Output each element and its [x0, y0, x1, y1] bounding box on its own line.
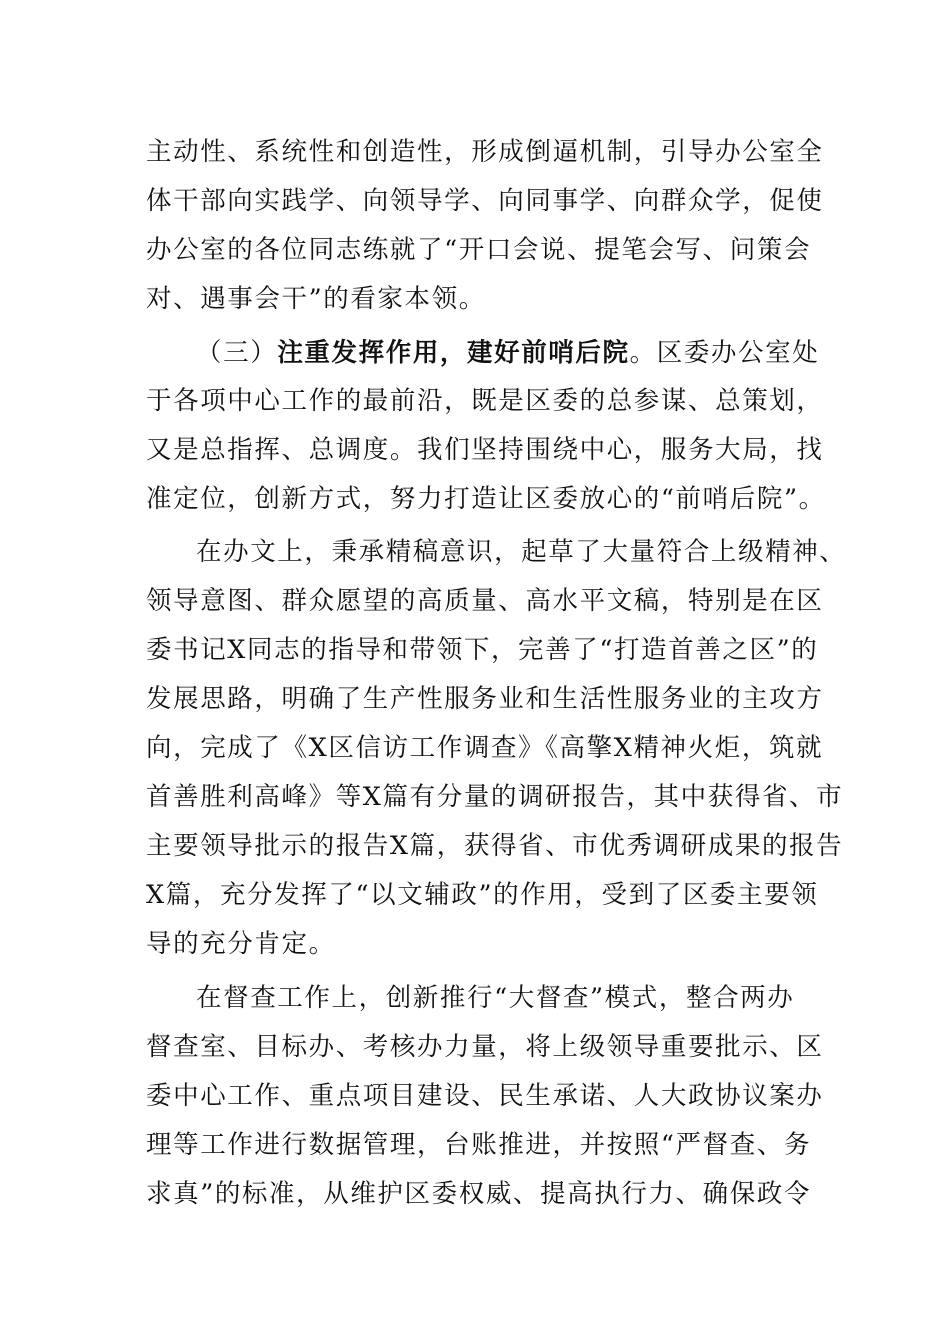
paragraph-3-line-9: 导的充分肯定。	[146, 929, 336, 959]
paragraph-3-line-4: 发展思路，明确了生产性服务业和生活性服务业的主攻方	[146, 684, 824, 714]
paragraph-3-line-7: 主要领导批示的报告X篇，获得省、市优秀调研成果的报告	[146, 831, 844, 861]
section-title: 注重发挥作用，建好前哨后院	[277, 338, 630, 368]
paragraph-1-line-3: 办公室的各位同志练就了“开口会说、提笔会写、问策会	[146, 235, 812, 265]
paragraph-2-line-2: 于各项中心工作的最前沿，既是区委的总参谋、总策划，	[146, 386, 824, 416]
paragraph-4-line-1: 在督查工作上，创新推行“大督查”模式，整合两办	[196, 983, 795, 1013]
paragraph-4-line-2: 督查室、目标办、考核办力量，将上级领导重要批示、区	[146, 1032, 824, 1062]
paragraph-3-line-8: X篇，充分发挥了“以文辅政”的作用，受到了区委主要领	[146, 880, 819, 910]
section-heading-rest: 。区委办公室处	[629, 338, 820, 368]
paragraph-4-line-5: 求真”的标准，从维护区委权威、提高执行力、确保政令	[146, 1179, 812, 1209]
section-number: （三）	[196, 338, 278, 368]
paragraph-3-line-1: 在办文上，秉承精稿意识，起草了大量符合上级精神、	[196, 537, 847, 567]
paragraph-1-line-1: 主动性、系统性和创造性，形成倒逼机制，引导办公室全	[146, 137, 824, 167]
paragraph-1-line-4: 对、遇事会干”的看家本领。	[146, 284, 486, 314]
paragraph-3-line-5: 向，完成了《X区信访工作调查》《高擎X精神火炬，筑就	[146, 733, 824, 763]
paragraph-3-line-3: 委书记X同志的指导和带领下，完善了“打造首善之区”的	[146, 635, 819, 665]
paragraph-2-line-4: 准定位，创新方式，努力打造让区委放心的“前哨后院”。	[146, 484, 826, 514]
paragraph-2-line-3: 又是总指挥、总调度。我们坚持围绕中心，服务大局，找	[146, 435, 824, 465]
paragraph-4-line-4: 理等工作进行数据管理，台账推进，并按照“严督查、务	[146, 1130, 812, 1160]
paragraph-3-line-6: 首善胜利高峰》等X篇有分量的调研报告，其中获得省、市	[146, 782, 844, 812]
paragraph-1-line-2: 体干部向实践学、向领导学、向同事学、向群众学，促使	[146, 186, 824, 216]
paragraph-4-line-3: 委中心工作、重点项目建设、民生承诺、人大政协议案办	[146, 1081, 824, 1111]
section-heading	[196, 333, 819, 373]
paragraph-3-line-2: 领导意图、群众愿望的高质量、高水平文稿，特别是在区	[146, 586, 824, 616]
